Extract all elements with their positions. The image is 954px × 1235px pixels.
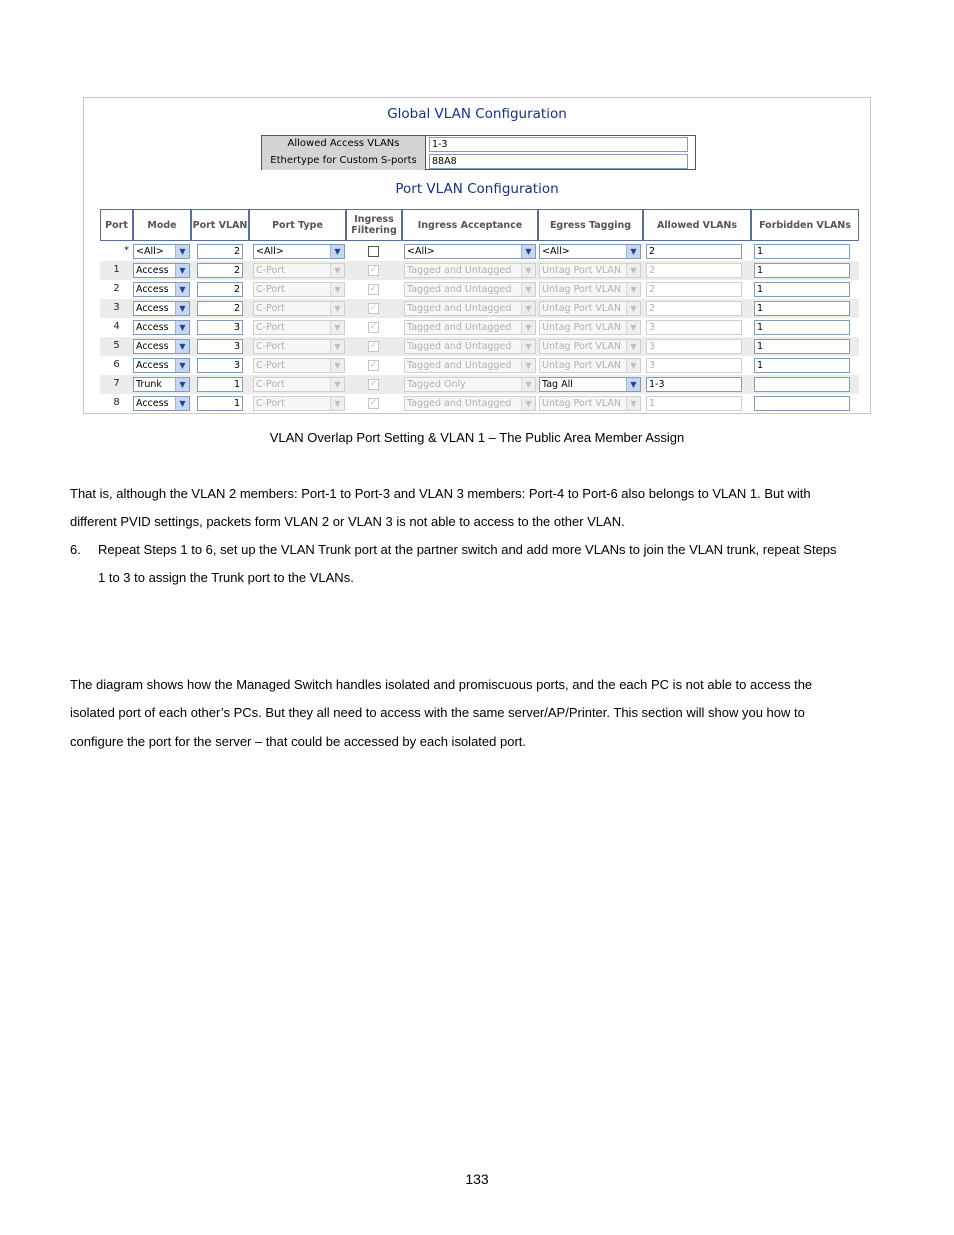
port-type-select — [253, 282, 345, 297]
ingress-filtering-checkbox: ✓ — [369, 303, 378, 313]
mode-value: Trunk — [136, 379, 162, 390]
chevron-down-icon: ▼ — [626, 359, 640, 372]
port-vlan-input[interactable]: 3 — [197, 358, 243, 373]
mode-select[interactable] — [133, 244, 190, 259]
egress-tagging-select — [539, 358, 641, 373]
chevron-down-icon: ▼ — [626, 283, 640, 296]
ingress-filtering-checkbox: ✓ — [369, 360, 378, 370]
mode-value: Access — [136, 303, 169, 314]
chevron-down-icon: ▼ — [521, 359, 535, 372]
allowed-vlans-input: 1 — [646, 396, 742, 411]
col-header-port: Port — [100, 209, 133, 241]
global-vlan-table — [261, 135, 696, 170]
table-row — [100, 261, 859, 280]
port-number: 7 — [113, 378, 120, 389]
ingress-acceptance-value: Tagged and Untagged — [407, 398, 512, 409]
port-type-select — [253, 396, 345, 411]
ingress-filtering-checkbox[interactable] — [368, 246, 379, 257]
col-header-port-vlan: Port VLAN — [191, 209, 249, 241]
paragraph-2-line-2: isolated port of each other’s PCs. But they all need to access with the same server/AP/Printer. This section will show you how to — [70, 705, 805, 720]
port-type-select — [253, 263, 345, 278]
col-header-allowed-vlans: Allowed VLANs — [643, 209, 751, 241]
forbidden-vlans-input[interactable]: 1 — [754, 339, 850, 354]
chevron-down-icon: ▼ — [521, 321, 535, 334]
chevron-down-icon: ▼ — [626, 264, 640, 277]
table-row — [100, 280, 859, 299]
ingress-acceptance-value: Tagged and Untagged — [407, 341, 512, 352]
port-vlan-input[interactable]: 2 — [197, 263, 243, 278]
egress-tagging-value: Tag All — [542, 379, 573, 390]
egress-tagging-select — [539, 339, 641, 354]
chevron-down-icon: ▼ — [521, 397, 535, 410]
mode-select[interactable] — [133, 320, 190, 335]
port-type-value: C-Port — [256, 360, 285, 371]
chevron-down-icon: ▼ — [330, 359, 344, 372]
paragraph-1-line-2: different PVID settings, packets form VLAN 2 or VLAN 3 is not able to access to the other VLAN. — [70, 514, 625, 529]
port-type-value: C-Port — [256, 284, 285, 295]
port-number: 4 — [113, 321, 120, 332]
port-type-value: C-Port — [256, 379, 285, 390]
mode-value: Access — [136, 360, 169, 371]
port-number: 5 — [113, 340, 120, 351]
egress-tagging-value: Untag Port VLAN — [542, 341, 622, 352]
chevron-down-icon: ▼ — [521, 340, 535, 353]
ingress-acceptance-select — [404, 263, 536, 278]
port-number: 1 — [113, 264, 120, 275]
egress-tagging-select — [539, 301, 641, 316]
ingress-acceptance-value: Tagged and Untagged — [407, 284, 512, 295]
port-type-value: C-Port — [256, 341, 285, 352]
chevron-down-icon: ▼ — [330, 378, 344, 391]
ingress-acceptance-select — [404, 282, 536, 297]
chevron-down-icon: ▼ — [626, 378, 640, 391]
forbidden-vlans-input[interactable]: 1 — [754, 263, 850, 278]
chevron-down-icon: ▼ — [626, 245, 640, 258]
chevron-down-icon: ▼ — [330, 283, 344, 296]
mode-value: Access — [136, 398, 169, 409]
forbidden-vlans-input[interactable]: 1 — [754, 244, 850, 259]
chevron-down-icon: ▼ — [175, 302, 189, 315]
ingress-acceptance-value: Tagged and Untagged — [407, 322, 512, 333]
egress-tagging-select[interactable] — [539, 377, 641, 392]
ingress-acceptance-value: Tagged and Untagged — [407, 303, 512, 314]
chevron-down-icon: ▼ — [175, 245, 189, 258]
port-vlan-input[interactable]: 2 — [197, 301, 243, 316]
chevron-down-icon: ▼ — [521, 264, 535, 277]
chevron-down-icon: ▼ — [330, 245, 344, 258]
port-type-value: <All> — [256, 246, 284, 257]
egress-tagging-select — [539, 282, 641, 297]
mode-select[interactable] — [133, 282, 190, 297]
mode-value: Access — [136, 284, 169, 295]
port-vlan-title: Port VLAN Configuration — [395, 181, 559, 197]
table-row — [100, 299, 859, 318]
port-type-select — [253, 358, 345, 373]
figure-caption: VLAN Overlap Port Setting & VLAN 1 – The Public Area Member Assign — [269, 430, 685, 445]
col-header-forbidden-vlans: Forbidden VLANs — [751, 209, 859, 241]
paragraph-2-line-3: configure the port for the server – that could be accessed by each isolated port. — [70, 734, 526, 749]
port-type-value: C-Port — [256, 398, 285, 409]
allowed-vlans-input[interactable]: 2 — [646, 244, 742, 259]
col-header-egress-tagging: Egress Tagging — [538, 209, 643, 241]
allowed-access-vlans-input[interactable]: 1-3 — [429, 137, 688, 152]
egress-tagging-value: Untag Port VLAN — [542, 322, 622, 333]
ingress-acceptance-value: Tagged and Untagged — [407, 265, 512, 276]
port-number: 6 — [113, 359, 120, 370]
egress-tagging-value: Untag Port VLAN — [542, 284, 622, 295]
egress-tagging-value: Untag Port VLAN — [542, 398, 622, 409]
chevron-down-icon: ▼ — [175, 378, 189, 391]
chevron-down-icon: ▼ — [175, 264, 189, 277]
allowed-vlans-input: 3 — [646, 339, 742, 354]
port-number: 3 — [113, 302, 120, 313]
chevron-down-icon: ▼ — [175, 359, 189, 372]
col-header-mode: Mode — [133, 209, 191, 241]
chevron-down-icon: ▼ — [175, 321, 189, 334]
port-vlan-input[interactable]: 2 — [197, 244, 243, 259]
ingress-filtering-checkbox: ✓ — [369, 284, 378, 294]
egress-tagging-select[interactable] — [539, 244, 641, 259]
allowed-vlans-input: 2 — [646, 301, 742, 316]
chevron-down-icon: ▼ — [330, 397, 344, 410]
chevron-down-icon: ▼ — [330, 321, 344, 334]
ingress-acceptance-select — [404, 377, 536, 392]
port-type-select — [253, 320, 345, 335]
mode-value: <All> — [136, 246, 164, 257]
chevron-down-icon: ▼ — [330, 302, 344, 315]
mode-select[interactable] — [133, 339, 190, 354]
egress-tagging-value: <All> — [542, 246, 570, 257]
chevron-down-icon: ▼ — [330, 340, 344, 353]
egress-tagging-value: Untag Port VLAN — [542, 303, 622, 314]
port-type-value: C-Port — [256, 265, 285, 276]
vlan-config-screenshot — [83, 97, 871, 414]
port-number: * — [124, 245, 129, 256]
allowed-vlans-input[interactable]: 1-3 — [646, 377, 742, 392]
forbidden-vlans-input[interactable]: 1 — [754, 282, 850, 297]
mode-select[interactable] — [133, 396, 190, 411]
ingress-acceptance-select[interactable] — [404, 244, 536, 259]
ingress-filtering-checkbox: ✓ — [369, 322, 378, 332]
col-header-ingress-filtering: Ingress Filtering — [346, 209, 402, 241]
paragraph-2-line-1: The diagram shows how the Managed Switch handles isolated and promiscuous ports, and the each PC is not able to access the — [70, 677, 813, 692]
ingress-acceptance-select — [404, 320, 536, 335]
mode-select[interactable] — [133, 263, 190, 278]
table-row — [100, 375, 859, 394]
forbidden-vlans-input[interactable] — [754, 377, 850, 392]
ingress-filtering-checkbox: ✓ — [369, 265, 378, 275]
ingress-acceptance-select — [404, 358, 536, 373]
ingress-filtering-checkbox: ✓ — [369, 341, 378, 351]
port-vlan-input[interactable]: 2 — [197, 282, 243, 297]
port-vlan-input[interactable]: 1 — [197, 396, 243, 411]
port-type-select — [253, 301, 345, 316]
mode-value: Access — [136, 341, 169, 352]
port-vlan-table — [100, 209, 859, 414]
port-type-value: C-Port — [256, 322, 285, 333]
port-type-select[interactable] — [253, 244, 345, 259]
port-number: 8 — [113, 397, 120, 408]
port-vlan-input[interactable]: 3 — [197, 320, 243, 335]
ingress-acceptance-select — [404, 396, 536, 411]
ethertype-input[interactable]: 88A8 — [429, 154, 688, 169]
mode-select[interactable] — [133, 301, 190, 316]
allowed-vlans-input: 3 — [646, 358, 742, 373]
port-vlan-input[interactable]: 3 — [197, 339, 243, 354]
global-vlan-title: Global VLAN Configuration — [387, 106, 567, 122]
chevron-down-icon: ▼ — [521, 245, 535, 258]
port-type-select — [253, 339, 345, 354]
table-row — [100, 242, 859, 261]
port-number: 2 — [113, 283, 120, 294]
mode-value: Access — [136, 322, 169, 333]
global-row-ethertype — [262, 153, 695, 170]
step-6-line-2: 1 to 3 to assign the Trunk port to the VLANs. — [98, 570, 354, 585]
chevron-down-icon: ▼ — [626, 302, 640, 315]
chevron-down-icon: ▼ — [626, 340, 640, 353]
table-row — [100, 356, 859, 375]
chevron-down-icon: ▼ — [175, 340, 189, 353]
allowed-access-vlans-label: Allowed Access VLANs — [262, 136, 426, 153]
mode-select[interactable] — [133, 377, 190, 392]
port-type-value: C-Port — [256, 303, 285, 314]
egress-tagging-select — [539, 263, 641, 278]
allowed-vlans-input: 2 — [646, 282, 742, 297]
step-6-line-1: Repeat Steps 1 to 6, set up the VLAN Trunk port at the partner switch and add more VLANs to join the VLAN trunk, repeat Steps — [98, 542, 837, 557]
table-row — [100, 337, 859, 356]
ingress-acceptance-value: Tagged and Untagged — [407, 360, 512, 371]
ingress-filtering-checkbox: ✓ — [369, 398, 378, 408]
forbidden-vlans-input[interactable] — [754, 396, 850, 411]
chevron-down-icon: ▼ — [175, 283, 189, 296]
mode-value: Access — [136, 265, 169, 276]
ingress-acceptance-select — [404, 301, 536, 316]
ingress-acceptance-select — [404, 339, 536, 354]
chevron-down-icon: ▼ — [175, 397, 189, 410]
forbidden-vlans-input[interactable]: 1 — [754, 358, 850, 373]
allowed-vlans-input: 2 — [646, 263, 742, 278]
global-row-allowed-access — [262, 136, 695, 153]
egress-tagging-select — [539, 320, 641, 335]
table-row — [100, 394, 859, 413]
ingress-filtering-checkbox: ✓ — [369, 379, 378, 389]
forbidden-vlans-input[interactable]: 1 — [754, 301, 850, 316]
egress-tagging-select — [539, 396, 641, 411]
egress-tagging-value: Untag Port VLAN — [542, 360, 622, 371]
chevron-down-icon: ▼ — [626, 397, 640, 410]
chevron-down-icon: ▼ — [626, 321, 640, 334]
paragraph-1-line-1: That is, although the VLAN 2 members: Port-1 to Port-3 and VLAN 3 members: Port-4 to Port-6 also belongs to VLAN 1. But with — [70, 486, 811, 501]
port-type-select — [253, 377, 345, 392]
chevron-down-icon: ▼ — [521, 283, 535, 296]
col-header-port-type: Port Type — [249, 209, 346, 241]
table-row — [100, 318, 859, 337]
chevron-down-icon: ▼ — [521, 302, 535, 315]
chevron-down-icon: ▼ — [521, 378, 535, 391]
col-header-ingress-acceptance: Ingress Acceptance — [402, 209, 538, 241]
forbidden-vlans-input[interactable]: 1 — [754, 320, 850, 335]
port-vlan-input[interactable]: 1 — [197, 377, 243, 392]
allowed-vlans-input: 3 — [646, 320, 742, 335]
egress-tagging-value: Untag Port VLAN — [542, 265, 622, 276]
ethertype-label: Ethertype for Custom S-ports — [262, 153, 426, 170]
ingress-acceptance-value: Tagged Only — [407, 379, 466, 390]
page-number: 133 — [465, 1171, 489, 1187]
step-number: 6. — [70, 542, 81, 557]
chevron-down-icon: ▼ — [330, 264, 344, 277]
ingress-acceptance-value: <All> — [407, 246, 435, 257]
mode-select[interactable] — [133, 358, 190, 373]
